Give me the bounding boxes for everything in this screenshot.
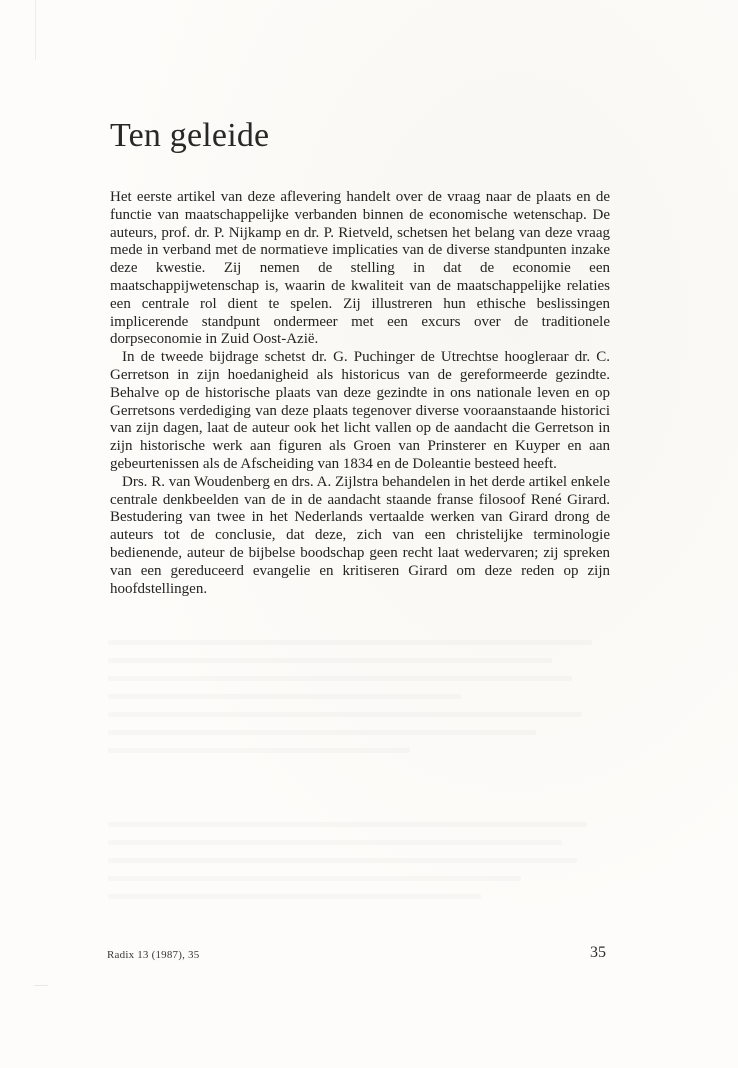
article-body bbox=[110, 189, 610, 598]
scan-margin-mark bbox=[34, 985, 48, 986]
page-number: 35 bbox=[590, 944, 606, 961]
show-through-texture bbox=[108, 822, 612, 912]
page-title: Ten geleide bbox=[110, 117, 270, 154]
paragraph-1: Het eerste artikel van deze aflevering handelt over de vraag naar de plaats en de functie van maatschappelijke verbanden binnen de economische wetenschap. De auteurs, prof. dr. P. Nijkamp en dr. P. Rietveld, schetsen het belang van deze vraag mede in verband met de normatieve implicaties van de diverse standpunten inzake deze kwestie. Zij nemen de stelling in dat de economie een maatschappijwetenschap is, waarin de kwaliteit van de maatschappelijke relaties een centrale rol dient te spelen. Zij illustreren hun ethische beslissingen implicerende standpunt ondermeer met een excurs over de traditionele dorpseconomie in Zuid Oost-Azië. bbox=[110, 189, 610, 348]
paragraph-3: Drs. R. van Woudenberg en drs. A. Zijlstra behandelen in het derde artikel enkele centrale denkbeelden van de in de aandacht staande franse filosoof René Girard. Bestudering van twee in het Nederlands vertaalde werken van Girard drong de auteurs tot de conclusie, dat deze, zich van een christelijke terminologie bedienende, auteur de bijbelse boodschap geen recht laat wedervaren; zij spreken van een gereduceerd evangelie en kritiseren Girard om deze reden op zijn hoofdstellingen. bbox=[110, 473, 610, 597]
show-through-texture bbox=[108, 640, 612, 766]
journal-reference: Radix 13 (1987), 35 bbox=[107, 949, 200, 961]
paragraph-2: In de tweede bijdrage schetst dr. G. Puchinger de Utrechtse hoogleraar dr. C. Gerretson in zijn hoedanigheid als historicus van de gereformeerde gezindte. Behalve op de historische plaats van deze gezindte in ons nationale leven en op Gerretsons verdediging van deze plaats tegenover diverse vooraanstaande historici van zijn dagen, laat de auteur ook het licht vallen op de aandacht die Gerretson in zijn historische werk aan figuren als Groen van Prinsterer en Kuyper en aan gebeurtenissen als de Afscheiding van 1834 en de Doleantie besteed heeft. bbox=[110, 349, 610, 472]
scan-margin-mark bbox=[35, 0, 36, 60]
